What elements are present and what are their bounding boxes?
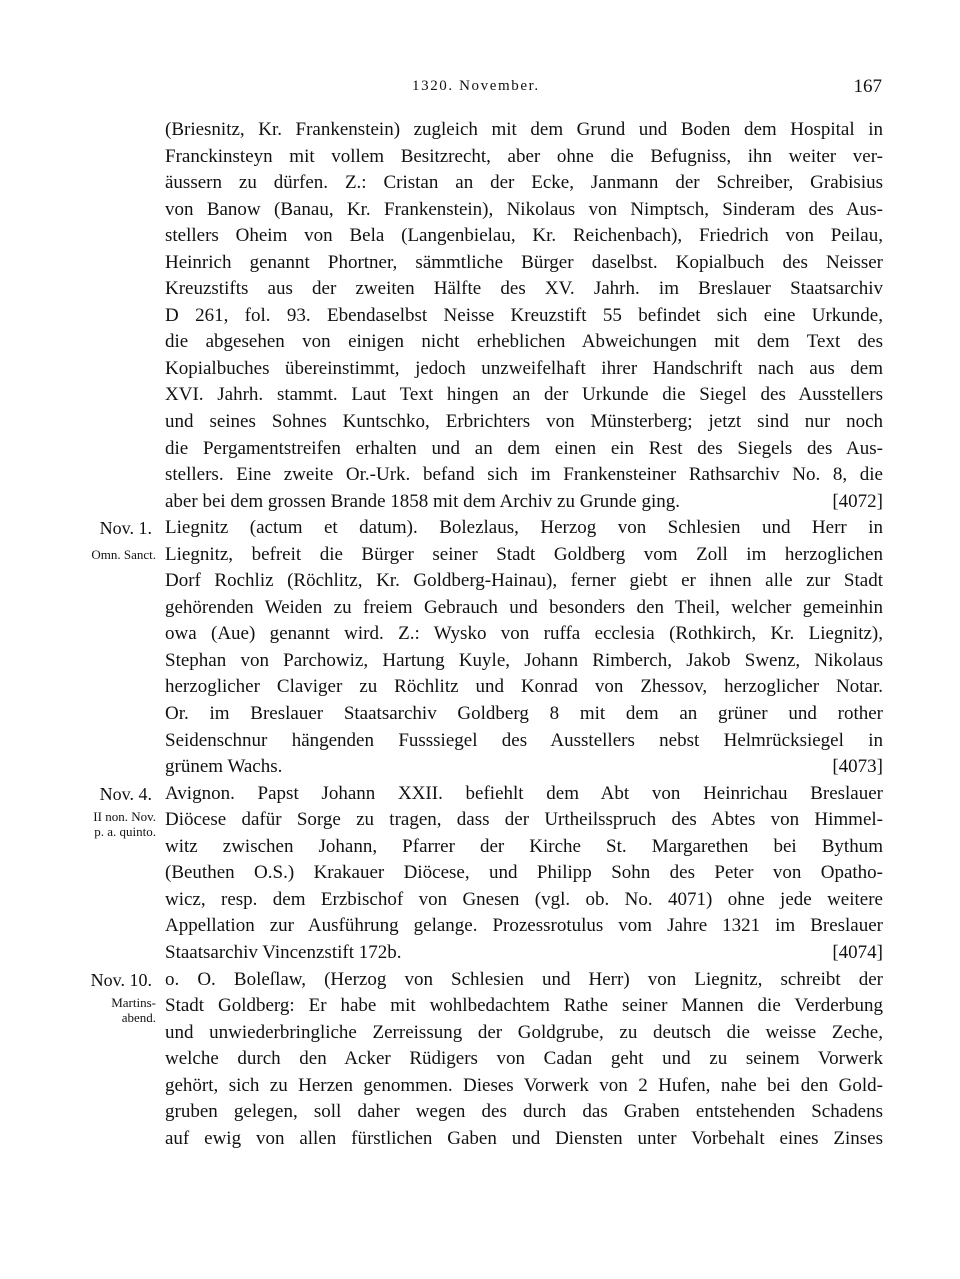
margin-note: Martins-	[111, 995, 156, 1011]
line-text: gehört, sich zu Herzen genommen. Dieses Vorwerk von 2 Hufen, nahe bei den Gold-	[165, 1074, 883, 1096]
text-line	[0, 515, 960, 542]
text-line	[0, 462, 960, 489]
line-text: die Pergamentstreifen erhalten und an dem einen ein Rest des Siegels des Aus-	[165, 437, 883, 459]
line-text: stellers Oheim von Bela (Langenbielau, Kr. Reichenbach), Friedrich von Peilau,	[165, 225, 883, 247]
text-line	[0, 1073, 960, 1100]
text-line	[0, 250, 960, 277]
running-head-title: 1320. November.	[412, 78, 540, 94]
line-text: aber bei dem grossen Brande 1858 mit dem Archiv zu Grunde ging.	[165, 490, 680, 512]
line-text: die abgesehen von einigen nicht erheblichen Abweichungen mit dem Text des	[165, 331, 883, 353]
text-line	[0, 781, 960, 808]
line-text: (Briesnitz, Kr. Frankenstein) zugleich mit dem Grund und Boden dem Hospital in	[165, 119, 883, 140]
text-line	[0, 329, 960, 356]
line-text: Diöcese dafür Sorge zu tragen, dass der Urtheilsspruch des Abtes von Himmel-	[165, 809, 883, 831]
text-line	[0, 1046, 960, 1073]
text-line	[0, 648, 960, 675]
text-line	[0, 1099, 960, 1126]
line-text: welche durch den Acker Rüdigers von Cadan geht und zu seinem Vorwerk	[165, 1048, 883, 1070]
line-text: XVI. Jahrh. stammt. Laut Text hingen an der Urkunde die Siegel des Ausstellers	[165, 384, 883, 406]
line-text: Appellation zur Ausführung gelange. Prozessrotulus vom Jahre 1321 im Breslauer	[165, 915, 883, 937]
text-line	[0, 144, 960, 171]
line-text: und unwiederbringliche Zerreissung der Goldgrube, zu deutsch die weisse Zeche,	[165, 1021, 883, 1043]
text-line	[0, 223, 960, 250]
text-line	[0, 967, 960, 994]
line-text: Franckinsteyn mit vollem Besitzrecht, aber ohne die Befugniss, ihn weiter ver-	[165, 145, 883, 167]
text-line	[0, 276, 960, 303]
document-number-4073: [4073]	[832, 756, 883, 778]
document-number-4074: [4074]	[832, 941, 883, 963]
line-text: herzoglicher Claviger zu Röchlitz und Konrad von Zhessov, herzoglicher Notar.	[165, 676, 883, 698]
line-text: stellers. Eine zweite Or.-Urk. befand sich im Frankensteiner Rathsarchiv No. 8, die	[165, 464, 883, 486]
line-text: Liegnitz, befreit die Bürger seiner Stadt Goldberg vom Zoll im herzoglichen	[165, 543, 883, 565]
text-line	[0, 542, 960, 569]
text-line	[0, 701, 960, 728]
text-line	[0, 409, 960, 436]
running-head	[0, 78, 960, 102]
line-text: Dorf Rochliz (Röchlitz, Kr. Goldberg-Hainau), ferner giebt er ihnen alle zur Stadt	[165, 570, 883, 592]
line-text: Stephan von Parchowiz, Hartung Kuyle, Johann Rimberch, Jakob Swenz, Nikolaus	[165, 649, 883, 671]
line-text: o. O. Boleſlaw, (Herzog von Schlesien und Herr) von Liegnitz, schreibt der	[165, 968, 883, 990]
text-line	[0, 807, 960, 840]
line-text: Seidenschnur hängenden Fusssiegel des Ausstellers nebst Helmrücksiegel in	[165, 729, 883, 751]
text-line	[0, 382, 960, 409]
line-text: gehörenden Weiden zu freiem Gebrauch und besonders den Theil, welcher gemeinhin	[165, 596, 883, 618]
line-text: witz zwischen Johann, Pfarrer der Kirche St. Margarethen bei Bythum	[165, 835, 883, 857]
document-number-4072: [4072]	[832, 490, 883, 512]
text-line	[0, 117, 960, 144]
text-line	[0, 1126, 960, 1153]
margin-date: Nov. 10.	[90, 969, 152, 990]
line-text: Heinrich genannt Phortner, sämmtliche Bürger daselbst. Kopialbuch des Neisser	[165, 251, 883, 273]
line-text: wicz, resp. dem Erzbischof von Gnesen (vgl. ob. No. 4071) ohne jede weitere	[165, 888, 883, 910]
text-line	[0, 621, 960, 648]
text-line	[0, 940, 960, 967]
line-text: owa (Aue) genannt wird. Z.: Wysko von ruffa ecclesia (Rothkirch, Kr. Liegnitz),	[165, 623, 883, 645]
line-text: und seines Sohnes Kuntschko, Erbrichters von Münsterberg; jetzt sind nur noch	[165, 411, 883, 433]
text-line	[0, 170, 960, 197]
text-line	[0, 1020, 960, 1047]
margin-date: Nov. 1.	[99, 518, 152, 539]
text-line	[0, 913, 960, 940]
text-line	[0, 356, 960, 383]
line-text: Or. im Breslauer Staatsarchiv Goldberg 8 mit dem an grüner und rother	[165, 703, 883, 725]
text-line	[0, 197, 960, 224]
text-line	[0, 728, 960, 755]
text-line	[0, 568, 960, 595]
document-body	[0, 117, 960, 1152]
line-text: Staatsarchiv Vincenzstift 172b.	[165, 941, 402, 963]
margin-note: Omn. Sanct.	[91, 546, 156, 562]
text-line	[0, 595, 960, 622]
line-text: (Beuthen O.S.) Krakauer Diöcese, und Philipp Sohn des Peter von Opatho-	[165, 862, 883, 884]
line-text: gruben gelegen, soll daher wegen des durch das Graben entstehenden Schadens	[165, 1101, 883, 1123]
page-number: 167	[853, 76, 882, 97]
text-line	[0, 993, 960, 1026]
text-line	[0, 489, 960, 516]
text-line	[0, 303, 960, 330]
margin-date: Nov. 4.	[99, 783, 152, 804]
text-line	[0, 754, 960, 781]
line-text: Stadt Goldberg: Er habe mit wohlbedachtem Rathe seiner Mannen die Verderbung	[165, 995, 883, 1017]
line-text: Kreuzstifts aus der zweiten Hälfte des XV. Jahrh. im Breslauer Staatsarchiv	[165, 278, 883, 300]
text-line	[0, 674, 960, 701]
margin-note: abend.	[121, 1010, 156, 1026]
line-text: Liegnitz (actum et datum). Bolezlaus, Herzog von Schlesien und Herr in	[165, 517, 883, 539]
line-text: äussern zu dürfen. Z.: Cristan an der Ecke, Janmann der Schreiber, Grabisius	[165, 172, 883, 194]
line-text: Avignon. Papst Johann XXII. befiehlt dem Abt von Heinrichau Breslauer	[165, 782, 883, 804]
line-text: grünem Wachs.	[165, 756, 283, 778]
margin-note: II non. Nov.	[93, 809, 156, 825]
margin-note: p. a. quinto.	[94, 824, 156, 840]
text-line	[0, 436, 960, 463]
line-text: D 261, fol. 93. Ebendaselbst Neisse Kreuzstift 55 befindet sich eine Urkunde,	[165, 304, 883, 326]
line-text: Kopialbuches übereinstimmt, jedoch unzweifelhaft ihrer Handschrift nach aus dem	[165, 357, 883, 379]
line-text: auf ewig von allen fürstlichen Gaben und Diensten unter Vorbehalt eines Zinses	[165, 1127, 883, 1149]
line-text: von Banow (Banau, Kr. Frankenstein), Nikolaus von Nimptsch, Sinderam des Aus-	[165, 198, 883, 220]
text-line	[0, 860, 960, 887]
text-line	[0, 834, 960, 861]
text-line	[0, 887, 960, 914]
